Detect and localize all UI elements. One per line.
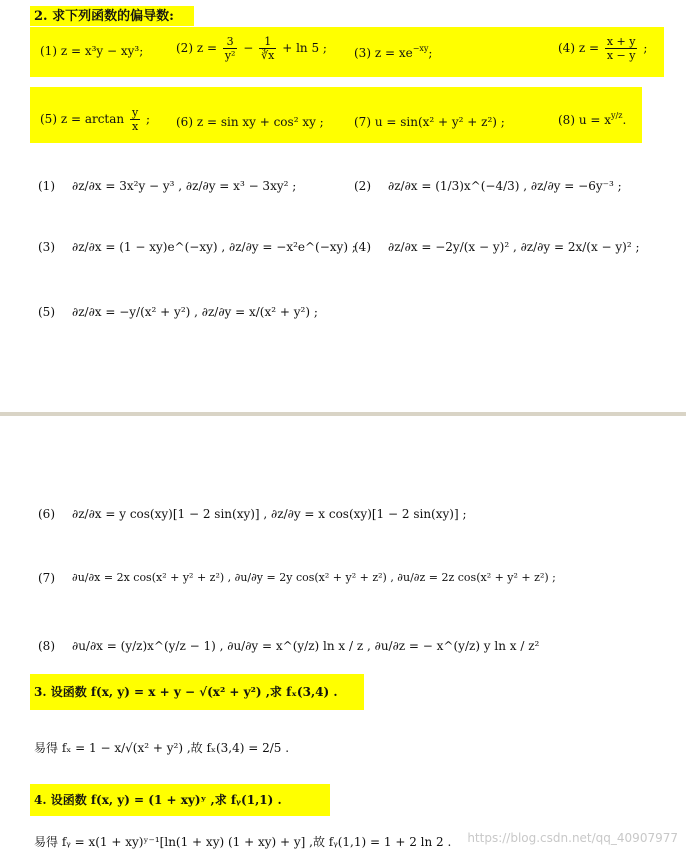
problem3-title: 3. 设函数 f(x, y) = x + y − √(x² + y²) ,求 fₓ(3,4) . xyxy=(34,685,338,699)
answer-8-label: (8) xyxy=(38,639,55,653)
question-1: (1) z = x³y − xy³; xyxy=(40,44,144,58)
answer-4: ∂z/∂x = −2y/(x − y)² , ∂z/∂y = 2x/(x − y)² ; xyxy=(388,240,640,254)
answer-4-label: (4) xyxy=(354,240,371,254)
answer-3-label: (3) xyxy=(38,240,55,254)
question-4: (4) z = $\frac{x + y}{x - y}$ ; xyxy=(558,35,648,62)
answer-6: ∂z/∂x = y cos(xy)[1 − 2 sin(xy)] , ∂z/∂y = x cos(xy)[1 − 2 sin(xy)] ; xyxy=(72,507,467,521)
question-3: (3) $z = xe^{-xy}$; xyxy=(354,44,433,60)
question-7: (7) u = sin(x² + y² + z²) ; xyxy=(354,115,505,129)
question-2: (2) z = $\frac{3}{\text{y²}}$ − $\frac{1}{∛x}$ + ln 5 ; xyxy=(176,35,327,62)
answer-3: ∂z/∂x = (1 − xy)e^(−xy) , ∂z/∂y = −x²e^(−xy) ; xyxy=(72,240,356,254)
answer-1: ∂z/∂x = 3x²y − y³ , ∂z/∂y = x³ − 3xy² ; xyxy=(72,179,297,193)
answer-8: ∂u/∂x = (y/z)x^(y/z − 1) , ∂u/∂y = x^(y/z) ln x / z , ∂u/∂z = − x^(y/z) y ln x / z² xyxy=(72,639,540,653)
answer-7-label: (7) xyxy=(38,571,55,585)
answer-5-label: (5) xyxy=(38,305,55,319)
question-5: (5) z = arctan $\frac{y}{x}$ ; xyxy=(40,106,151,133)
answer-2: ∂z/∂x = (1/3)x^(−4/3) , ∂z/∂y = −6y⁻³ ; xyxy=(388,179,622,193)
page-top xyxy=(0,0,686,412)
page-bottom xyxy=(0,416,686,857)
problem4-answer: 易得 fᵧ = x(1 + xy)ʸ⁻¹[ln(1 + xy) (1 + xy) + y] ,故 fᵧ(1,1) = 1 + 2 ln 2 . xyxy=(34,835,452,849)
problem4-title: 4. 设函数 f(x, y) = (1 + xy)ʸ ,求 fᵧ(1,1) . xyxy=(34,793,282,807)
watermark: https://blog.csdn.net/qq_40907977 xyxy=(467,831,678,845)
question-8: (8) $u = x^{y/z}$. xyxy=(558,111,627,127)
answer-2-label: (2) xyxy=(354,179,371,193)
question-6: (6) z = sin xy + cos² xy ; xyxy=(176,115,324,129)
answer-6-label: (6) xyxy=(38,507,55,521)
answer-5: ∂z/∂x = −y/(x² + y²) , ∂z/∂y = x/(x² + y²) ; xyxy=(72,305,318,319)
problem2-title: 2. 求下列函数的偏导数: xyxy=(34,9,174,24)
answer-7: ∂u/∂x = 2x cos(x² + y² + z²) , ∂u/∂y = 2y cos(x² + y² + z²) , ∂u/∂z = 2z cos(x² + y² + z²) ; xyxy=(72,571,556,584)
answer-1-label: (1) xyxy=(38,179,55,193)
problem3-answer: 易得 fₓ = 1 − x/√(x² + y²) ,故 fₓ(3,4) = 2/5 . xyxy=(34,741,290,755)
